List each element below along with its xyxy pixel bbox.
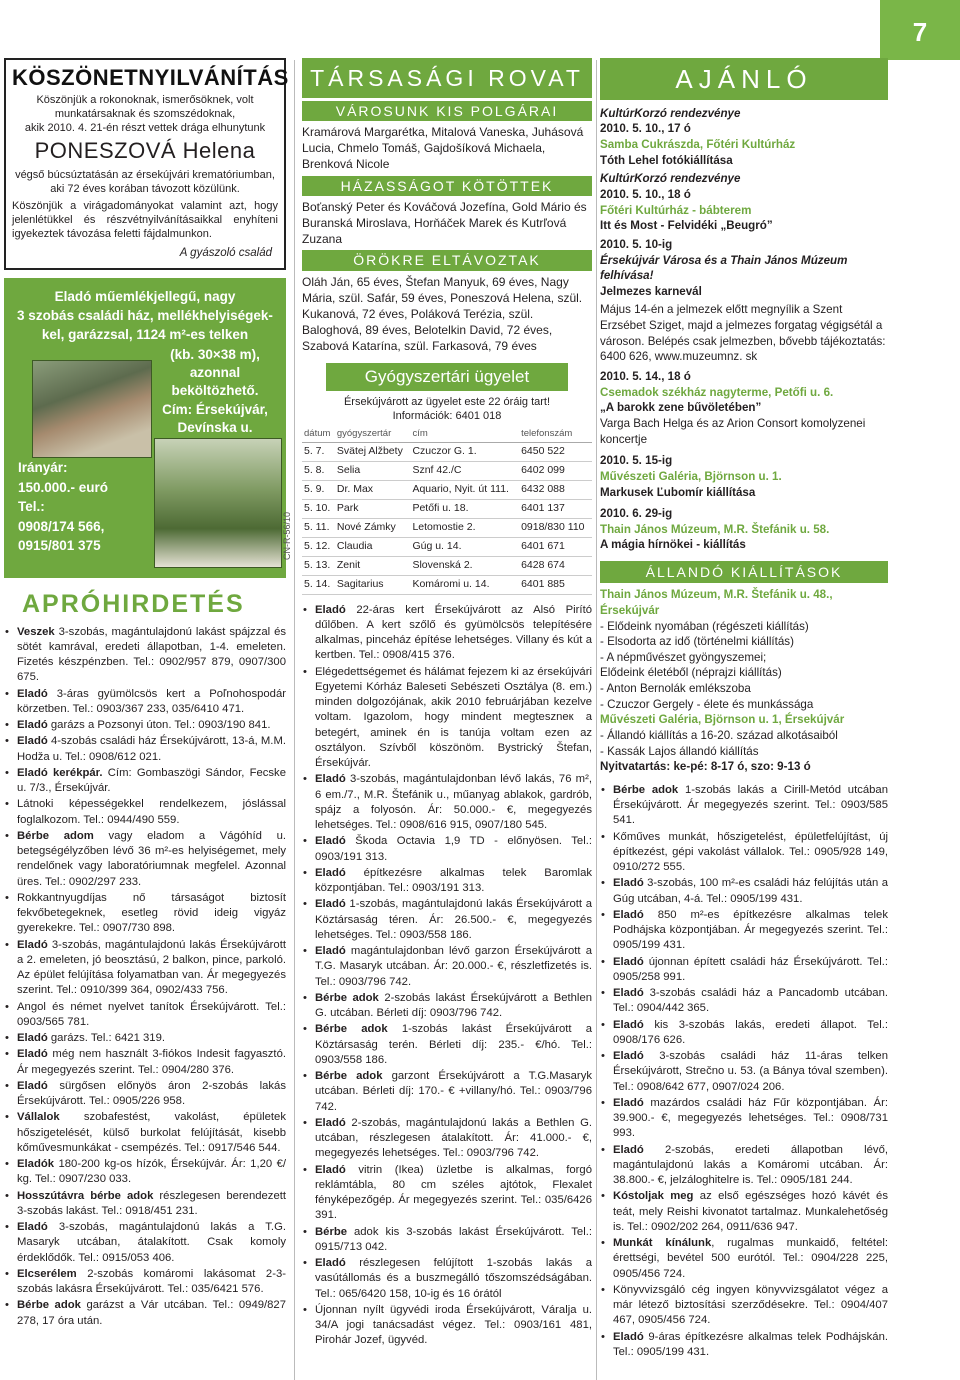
ad-keyword: Bérbe adok xyxy=(315,1070,383,1083)
ad-keyword: Vállalok xyxy=(17,1111,60,1124)
events-list xyxy=(600,106,888,300)
ad-keyword: Munkát kínálunk xyxy=(613,1237,712,1250)
births-list: Kramárová Margarétka, Mitalová Vaneska, Juhásová Lucia, Chmelo Tomáš, Gajdošíková Michaela, Brenková Nicole xyxy=(302,125,584,172)
event-block xyxy=(600,369,888,447)
list-item: • Eladó vitrin (Ikea) üzletbe is alkalmas, forgó reklámtábla, 80 cm széles ajtótok, Flexalet fényképezőgép. Ár megegyezés szerint. Tel.: 035/6426 391. xyxy=(302,1163,592,1224)
list-item: • Eladó kis 3-szobás lakás, eredeti állapot. Tel.: 0908/176 626. xyxy=(600,1018,888,1049)
event-line: KultúrKorzó rendezvénye xyxy=(600,106,741,120)
headline-line: 3 szobás családi ház, mellékhelyiségek- xyxy=(17,307,273,323)
table-cell: Komáromi u. 14. xyxy=(410,575,519,594)
house-sale-ad xyxy=(4,278,286,578)
exhibition-line: - Elődeink nyomában (régészeti kiállítás) xyxy=(600,619,809,633)
notice-signature: A gyászoló család xyxy=(179,246,272,259)
ad-keyword: Eladó xyxy=(613,987,644,1000)
list-item: • Eladók 180-200 kg-os hízók, Érsekújvár. Ár: 1,20 €/ kg. Tel.: 0907/230 033. xyxy=(4,1157,286,1188)
list-item: • Eladó 3-szobás családi ház a Pancadomb utcában. Tel.: 0904/442 365. xyxy=(600,986,888,1017)
ad-keyword: Eladó xyxy=(315,773,346,786)
ad-keyword: Bérbe adok xyxy=(17,1299,81,1312)
event-block xyxy=(600,506,888,553)
event-place: Csemadok székház nagyterme, Petőfi u. 6. xyxy=(600,385,834,399)
event-line: Érsekújvár Városa és a Thain János Múzeum felhívása! xyxy=(600,253,848,283)
list-item: • Eladó 850 m²-es építkezésre alkalmas telek Podhájska központjában. Ár megegyezés szerint. Tel.: 0905/199 431. xyxy=(600,908,888,954)
list-item: • Veszek 3-szobás, magántulajdonú lakást spájzzal és sötét kamrával, eredeti állapotban, 1-4. emeleten. Fizetés készpénzben. Tel.: 0902/957 879, 0907/300 675. xyxy=(4,625,286,686)
ad-keyword: Eladó xyxy=(613,1143,644,1156)
event-date: 2010. 5. 14., 18 ó xyxy=(600,370,691,384)
detail-line: azonnal xyxy=(189,365,241,381)
ad-keyword: Eladó xyxy=(17,1032,48,1044)
event-line: Itt és Most - Felvidéki „Beugró” xyxy=(600,219,773,233)
births-heading: VÁROSUNK KIS POLGÁRAI xyxy=(302,101,592,121)
exhibition-line: - Állandó kiállítás a 16-20. század alkotásaiból xyxy=(600,729,838,743)
list-item: • Eladó 22-áras kert Érsekújvárott az Alsó Pirító dűlőben. A kert szőlő és gyümölcsös telepítésére alkalmas, pinceház építése lehetséges. Villany és kút a kertben. Tel.: 0908/415 376. xyxy=(302,603,592,664)
list-item: • Eladó 2-szobás, eredeti állapotban lévő, magántulajdonú lakás a Komáromi utcában. Ár: 38.800.- €, jelzáloghitelre is. Tel.: 0905/181 244. xyxy=(600,1143,888,1189)
event-place: Thain János Múzeum, M.R. Štefánik u. 58. xyxy=(600,522,830,536)
list-item: • Eladó sürgősen előnyös áron 2-szobás lakás Érsekújvárott. Tel.: 0905/226 958. xyxy=(4,1079,286,1110)
deaths-heading: ÖRÖKRE ELTÁVOZTAK xyxy=(302,250,592,270)
table-cell: Zenit xyxy=(335,556,411,575)
house-ad-price xyxy=(18,458,108,556)
table-cell: Dr. Max xyxy=(335,480,411,499)
list-item: • Eladó újonnan épített családi ház Érsekújvárott. Tel.: 0905/258 991. xyxy=(600,955,888,986)
headline-line: kel, garázzsal, 1124 m²-es telken xyxy=(41,326,249,342)
classifieds-list-2 xyxy=(302,603,592,1349)
deceased-name: PONESZOVÁ Helena xyxy=(34,138,256,164)
ad-keyword: Eladó xyxy=(17,1221,48,1233)
ad-keyword: Eladó xyxy=(315,945,346,958)
notice-line: akik 2010. 4. 21-én részt vettek drága elhunytunk xyxy=(24,122,266,135)
ad-keyword: Eladó xyxy=(315,835,346,848)
gate-photo xyxy=(154,438,282,568)
pharmacy-duty xyxy=(302,363,592,595)
ad-keyword: Hosszútávra bérbe adok xyxy=(17,1189,154,1202)
table-cell: Gúg u. 14. xyxy=(410,537,519,556)
list-item: • Eladó 3-szobás, 100 m²-es családi ház felújítás után a Gúg utcában, 4-á. Tel.: 0905/199 431. xyxy=(600,876,888,907)
event-line: Samba Cukrászda, Főtéri Kultúrház xyxy=(600,138,796,152)
ad-keyword: Eladó xyxy=(613,877,644,890)
marriages-list: Boťanský Peter és Kováčová Jozefína, Gold Mário és Buranská Miroslava, Horňáček Marek és Kutrľová Zuzana xyxy=(302,199,587,247)
ad-keyword: Eladó xyxy=(315,1257,346,1270)
list-item: • Munkát kínálunk, rugalmas munkaidő, feltétel: érettségi, bevétel 500 eurótól. Tel.: 0904/228 225, 0905/456 724. xyxy=(600,1236,888,1282)
table-cell: Letomostie 2. xyxy=(410,518,519,537)
list-item: • Bérbe adok kis 3-szobás lakást Érsekújvárott. Tel.: 0915/713 042. xyxy=(302,1225,592,1256)
event-block xyxy=(600,106,888,169)
classifieds-list-3 xyxy=(600,783,888,1360)
ad-keyword: Eladó xyxy=(315,603,346,616)
table-cell: Czuczor G. 1. xyxy=(410,442,519,461)
exhibition-line: - Czuczor Gergely - élete és munkássága xyxy=(600,697,814,711)
table-cell: Nové Zámky xyxy=(335,518,411,537)
price-value: 150.000.- euró xyxy=(18,479,109,495)
event-date: 2010. 6. 29-ig xyxy=(600,507,673,521)
price-label: Irányár: xyxy=(18,460,68,475)
table-cell: Sagitarius xyxy=(335,575,411,594)
event-block xyxy=(600,453,888,500)
ad-keyword: Eladó xyxy=(613,1096,644,1109)
list-item: • Eladó építkezésre alkalmas telek Baromlak központjában. Tel.: 0903/191 313. xyxy=(302,866,592,897)
table-cell: 5. 14. xyxy=(302,575,335,594)
list-item: • Könyvvizsgáló cég ingyen könyvvizsgálatot végez a már létező biztosítási szerződésekre. Tel.: 0904/407 467, 0905/456 724. xyxy=(600,1283,888,1329)
event-title: „A barokk zene bűvöletében” xyxy=(600,401,762,415)
column-divider xyxy=(596,60,597,1380)
list-item: • Bérbe adok 1-szobás lakás a Cirill-Metód utcában Érsekújvárott. Ár megegyezés szerint. Tel.: 0903/585 541. xyxy=(600,783,888,829)
list-item: • Eladó 4-szobás családi ház Érsekújvárott, 13-á, M.M. Hodža u. Tel.: 0908/612 021. xyxy=(4,734,286,765)
table-cell: 6450 522 xyxy=(519,442,592,461)
recommendations-title: AJÁNLÓ xyxy=(600,58,888,100)
ad-keyword: Eladó xyxy=(17,719,48,731)
event-text: Varga Bach Helga és az Arion Consort komolyzenei koncertje xyxy=(600,416,866,446)
phone-number: 0908/174 566, xyxy=(18,518,105,534)
event-title: A mágia hírnökei - kiállítás xyxy=(600,538,746,552)
vertical-code: CN-R-56/10 xyxy=(282,511,292,560)
ad-keyword: Eladó xyxy=(315,1116,346,1129)
table-cell: Slovenská 2. xyxy=(410,556,519,575)
table-row xyxy=(302,442,592,461)
ad-keyword: Veszek xyxy=(17,625,55,638)
list-item: • Elégedettségemet és hálámat fejezem ki az érsekújvári Egyetemi Kórház Baleseti Sebészeti Osztálya (8. em.) minden dolgozójának, akik 2010 februárjában kezelve voltam. Igazolom, hogy mindent megteszneк a betegért, aminek én is tanúja voltam ezen az osztályon. Szívből köszönöm. Bystrický Štefan, Érsekújvár. xyxy=(302,665,592,772)
exhibition-line: - Kassák Lajos állandó kiállítás xyxy=(600,744,759,758)
pharmacy-info: Információk: 6401 018 xyxy=(392,409,502,422)
list-item: • Eladó még nem használt 3-fiókos Indesit fagyasztó. Ár megegyezés szerint. Tel.: 0904/280 376. xyxy=(4,1047,286,1078)
list-item: • Újonnan nyílt ügyvédi iroda Érsekújvárott, Váralja u. 34/A jogi tanácsadást végez. Tel.: 0903/161 481, Pirohár Jozef, ügyvéd. xyxy=(302,1303,592,1349)
table-cell: 5. 12. xyxy=(302,537,335,556)
ad-keyword: Eladó xyxy=(613,908,644,921)
table-cell: Petőfi u. 18. xyxy=(410,499,519,518)
list-item: • Bérbe adok garázst a Vár utcában. Tel.: 0949/827 278, 17 óra után. xyxy=(4,1298,286,1329)
deaths-list: Oláh Ján, 65 éves, Štefan Manyuk, 69 éves, Nagy Mária, szül. Safár, 59 éves, Poneszová Helena, szül. Kukanová, 72 éves, Poláková Terézia, szül. Baloghová, 89 éves, Belotelkin David, 72 éves, Szabová Katarína, szül. Farkasová, 79 éves xyxy=(302,274,583,354)
karneval-text: Május 14-én a jelmezek előtt megnyílik a Szent Erzsébet Sziget, majd a jelmezes forgatag végigsétál a városon. Belépés csak jelmezben, bővebb tájékoztatás: 6400 626, www.muzeumnz. sk xyxy=(600,303,886,364)
table-row xyxy=(302,556,592,575)
museum-name: Thain János Múzeum, M.R. Štefánik u. 48., Érsekújvár xyxy=(600,588,833,617)
list-item: • Eladó 2-szobás, magántulajdonú lakás a Bethlen G. utcában, részlegesen átalakított. Ár: 41.000.- €, megegyezés lehetséges. Tel.: 0903/796 742. xyxy=(302,1116,592,1162)
exhibition-line: - A népművészet gyöngyszemei; xyxy=(600,650,767,664)
pharmacy-note: Érsekújvárott az ügyelet este 22 óráig tart! xyxy=(343,395,551,408)
list-item: • Eladó 3-szobás családi ház 11-áras telken Érsekújvárott, Strečno u. 53. (a Bánya tóval szemben). Tel.: 0908/642 677, 0907/024 206. xyxy=(600,1049,888,1095)
ad-keyword: Eladó xyxy=(17,687,48,700)
house-ad-details xyxy=(154,346,276,437)
column-header: cím xyxy=(410,427,519,442)
ad-keyword: Eladó xyxy=(613,1018,644,1031)
table-cell: 5. 9. xyxy=(302,480,335,499)
list-item: • Elcserélem 2-szobás komáromi lakásomat 2-3-szobás lakásra Érsekújvárott. Tel.: 035/6421 576. xyxy=(4,1267,286,1298)
table-row xyxy=(302,575,592,594)
classifieds-list xyxy=(4,625,286,1329)
ad-keyword: Eladó xyxy=(315,866,346,879)
event-block xyxy=(600,171,888,234)
ad-keyword: Eladó xyxy=(17,735,48,748)
pharmacy-table xyxy=(302,427,592,594)
table-cell: 5. 10. xyxy=(302,499,335,518)
table-row xyxy=(302,461,592,480)
table-cell: Aquario, Nyit. út 111. xyxy=(410,480,519,499)
marriages-heading: HÁZASSÁGOT KÖTÖTTEK xyxy=(302,176,592,196)
permanent-exhibitions-heading: ÁLLANDÓ KIÁLLÍTÁSOK xyxy=(600,561,888,583)
table-cell: 5. 8. xyxy=(302,461,335,480)
list-item: • Kőműves munkát, hőszigetelést, épületfelújítást, új építkezést, gépi vakolást vállalok. Tel.: 0905/928 149, 0910/272 555. xyxy=(600,830,888,876)
house-photo xyxy=(32,360,152,458)
list-item: • Eladó garázs. Tel.: 6421 319. xyxy=(4,1031,286,1046)
list-item: • Eladó magántulajdonban lévő garzon Érsekújvárott a T.G. Masaryk utcában. Ár: 20.000.- €, részletfizetés is. Tel.: 0903/796 742. xyxy=(302,944,592,990)
list-item: • Eladó kerékpár. Cím: Gombaszögi Sándor, Fecske u. 7/3., Érsekújvár. xyxy=(4,766,286,797)
table-cell: 6401 671 xyxy=(519,537,592,556)
list-item: • Eladó 3-szobás, magántulajdonú lakás Érsekújvárott a 2. emeleten, jó beosztású, 2 balkon, pince, parkoló. Az épület felújítása folyamatban van. Ár megegyezés szerint. Tel.: 0910/399 364, 0902/433 756. xyxy=(4,938,286,999)
list-item: • Bérbe adom vagy eladom a Vágóhíd u. betegségélyzőben lévő 36 m²-es helyiségemet, mely rendelőnek vagy laboratóriumnak megfelel. Azonnal üres. Tel.: 0902/297 233. xyxy=(4,829,286,890)
list-item: • Hosszútávra bérbe adok részlegesen berendezett 3-szobás lakást. Tel.: 0918/451 231. xyxy=(4,1189,286,1220)
ad-keyword: Eladó xyxy=(315,898,346,911)
event-line: Főtéri Kultúrház - bábterem xyxy=(600,203,752,217)
list-item: • Eladó 3-szobás, magántulajdonban lévő lakás, 76 m², 6 em./7., M.R. Štefánik u., műanyag ablakok, gardrób, spájz a folyosón. Ár: 50.000.- €, megegyezés lehetséges. Tel.: 0908/616 915, 0907/180 545. xyxy=(302,772,592,833)
table-cell: Svätej Alžbety xyxy=(335,442,411,461)
table-cell: Claudia xyxy=(335,537,411,556)
list-item: • Bérbe adok garzont Érsekújvárott a T.G.Masaryk utcában. Bérleti díj: 170.- € +villany/hó. Tel.: 0903/796 742. xyxy=(302,1069,592,1115)
ad-keyword: Eladó xyxy=(613,955,644,968)
middle-column xyxy=(302,58,592,1350)
list-item: • Eladó garázs a Pozsonyi úton. Tel.: 0903/190 841. xyxy=(4,718,286,733)
house-ad-headline xyxy=(14,288,276,345)
table-cell: 6432 088 xyxy=(519,480,592,499)
list-item: • Eladó 3-áras gyümölcsös kert a Poľnohospodár körzetben. Tel.: 0903/367 233, 035/6410 471. xyxy=(4,687,286,718)
ad-keyword: Eladó xyxy=(17,1048,48,1061)
list-item: • Bérbe adok 1-szobás lakást Érsekújvárott a Köztársaság terén. Bérleti díj: 235.- €/hó. Tel.: 0903/558 186. xyxy=(302,1022,592,1068)
event-line: Tóth Lehel fotókiállítása xyxy=(600,153,733,167)
list-item: • Eladó 3-szobás, magántulajdonú lakás a T.G. Masaryk utcában, átalakított. Csak komoly érdeklődők. Tel.: 0915/053 406. xyxy=(4,1220,286,1266)
table-cell: Park xyxy=(335,499,411,518)
table-cell: 5. 7. xyxy=(302,442,335,461)
headline-line: Eladó műemlékjellegű, nagy xyxy=(54,289,236,304)
table-row xyxy=(302,518,592,537)
permanent-exhibitions xyxy=(600,587,888,775)
list-item: • Bérbe adok 2-szobás lakást Érsekújvárott a Bethlen G. utcában. Bérleti díj: 0903/796 742. xyxy=(302,991,592,1022)
social-section-title: TÁRSASÁGI ROVAT xyxy=(302,58,592,98)
notice-title: KÖSZÖNETNYILVÁNÍTÁS xyxy=(12,65,289,90)
detail-line: beköltözhető. xyxy=(171,383,259,399)
phone-label: Tel.: xyxy=(18,499,45,515)
event-place: Művészeti Galéria, Björnson u. 1. xyxy=(600,469,782,483)
list-item: • Angol és német nyelvet tanítok Érsekújvárott. Tel.: 0903/565 781. xyxy=(4,1000,286,1031)
table-cell: 5. 11. xyxy=(302,518,335,537)
list-item: • Eladó mazárdos családi ház Fűr központjában. Ár: 39.900.- €, megegyezés lehetséges. Tel.: 0908/731 993. xyxy=(600,1096,888,1142)
list-item: • Rokkantnyugdíjas nő társaságot biztosít fekvőbetegeknek, esetleg rövid ideig vigyáz gyerekekre. Tel.: 0907/730 898. xyxy=(4,891,286,937)
table-cell: Selia xyxy=(335,461,411,480)
ad-keyword: Elcserélem xyxy=(17,1267,77,1280)
event-title: Markusek Ľubomír kiállítása xyxy=(600,485,756,499)
obituary-notice xyxy=(4,58,289,270)
event-date: 2010. 5. 15-ig xyxy=(600,454,673,468)
column-header: telefonszám xyxy=(519,427,592,442)
table-header-row xyxy=(302,427,592,442)
ad-keyword: Eladó xyxy=(613,1330,644,1343)
ad-keyword: Eladó xyxy=(17,1079,48,1092)
list-item: • Eladó Škoda Octavia 1,9 TD - előnyösen. Tel.: 0903/191 313. xyxy=(302,834,592,865)
column-header: gyógyszertár xyxy=(335,427,411,442)
table-cell: 6401 885 xyxy=(519,575,592,594)
event-line: KultúrKorzó rendezvénye xyxy=(600,172,741,186)
event-block xyxy=(600,237,888,300)
ad-keyword: Eladó xyxy=(315,1163,346,1176)
ad-keyword: Eladók xyxy=(17,1158,55,1170)
column-divider xyxy=(294,60,295,1380)
detail-line: Cím: Érsekújvár, xyxy=(162,401,268,417)
table-row xyxy=(302,480,592,499)
table-cell: 6401 137 xyxy=(519,499,592,518)
list-item: • Eladó 9-áras építkezésre alkalmas telek Podhájskán. Tel.: 0905/199 431. xyxy=(600,1330,888,1361)
event-line: 2010. 5. 10-ig xyxy=(600,237,673,251)
ad-keyword: Kóstoljak meg xyxy=(613,1190,694,1203)
ad-keyword: Bérbe adok xyxy=(315,1023,388,1036)
table-cell: 0918/830 110 xyxy=(519,518,592,537)
list-item: • Látnoki képességekkel rendelkezem, jóslással foglalkozom. Tel.: 0944/490 559. xyxy=(4,797,286,828)
opening-hours: Nyitvatartás: ke-pé: 8-17 ó, szo: 9-13 ó xyxy=(600,760,811,774)
detail-line: (kb. 30×38 m), xyxy=(170,347,260,362)
notice-body: Köszönjük a virágadományokat valamint azt, hogy jelenlétükkel és részvétnyilvánításaikkal enyhíteni igyekeztek távozása feletti fájdalmunkon. xyxy=(12,199,278,241)
event-line: 2010. 5. 10., 18 ó xyxy=(600,188,691,201)
exhibition-line: - Elsodorta az idő (történelmi kiállítás) xyxy=(600,635,794,649)
table-cell: 6428 674 xyxy=(519,556,592,575)
column-header: dátum xyxy=(302,427,335,442)
list-item: • Eladó részlegesen felújított 1-szobás lakás a vasútállomás és a buszmegálló tőszomszédságában. Tel.: 065/6420 158, 10-ig és 16 órától xyxy=(302,1256,592,1302)
event-line: Jelmezes karnevál xyxy=(600,284,702,298)
table-cell: 6402 099 xyxy=(519,461,592,480)
ad-keyword: Bérbe adom xyxy=(17,829,94,842)
exhibition-line: - Anton Bernolák emlékszoba xyxy=(600,682,751,696)
table-cell: Sznf 42./C xyxy=(410,461,519,480)
detail-line: Devínska u. xyxy=(177,419,253,435)
notice-line: végső búcsúztatásán az érsekújvári krematóriumban, xyxy=(15,169,275,182)
table-row xyxy=(302,499,592,518)
list-item: • Vállalok szobafestést, vakolást, épületek hőszigetelését, külső burkolat felújítását, kisebb kőművesmunkákat - csempézés. Tel.: 0917/546 544. xyxy=(4,1110,286,1156)
exhibition-line: Elődeink életéből (néprajzi kiállítás) xyxy=(600,666,782,680)
event-line: 2010. 5. 10., 17 ó xyxy=(600,122,691,136)
gallery-name: Művészeti Galéria, Björnson u. 1, Érsekújvár xyxy=(600,713,845,727)
ad-keyword: Eladó kerékpár. xyxy=(17,766,103,779)
table-cell: 5. 13. xyxy=(302,556,335,575)
list-item: • Eladó 1-szobás, magántulajdonú lakás Érsekújvárott a Köztársaság téren. Ár: 26.500.- €, megegyezés lehetséges. Tel.: 0903/558 186. xyxy=(302,897,592,943)
page-number: 7 xyxy=(880,0,960,60)
ad-keyword: Eladó xyxy=(17,938,48,951)
phone-number: 0915/801 375 xyxy=(18,538,101,554)
ad-keyword: Bérbe adok xyxy=(315,991,379,1004)
ad-keyword: Eladó xyxy=(613,1050,644,1063)
pharmacy-title: Gyógyszertári ügyelet xyxy=(326,363,568,391)
notice-line: Köszönjük a rokonoknak, ismerősöknek, volt munkatársaknak és szomszédoknak, xyxy=(36,93,254,120)
ad-keyword: Bérbe xyxy=(315,1225,348,1238)
table-row xyxy=(302,537,592,556)
ad-keyword: Bérbe adok xyxy=(613,783,679,796)
classifieds-title: APRÓHIRDETÉS xyxy=(22,590,245,618)
notice-line: aki 72 éves korában távozott közülünk. xyxy=(50,183,240,196)
list-item: • Kóstoljak meg az első egészséges hozó kávét és teát, mely Reishi kivonatot tartalmaz. Munkalehetőség is. Tel.: 0902/202 264, 0911/636 947. xyxy=(600,1189,888,1235)
right-column xyxy=(600,58,888,1361)
